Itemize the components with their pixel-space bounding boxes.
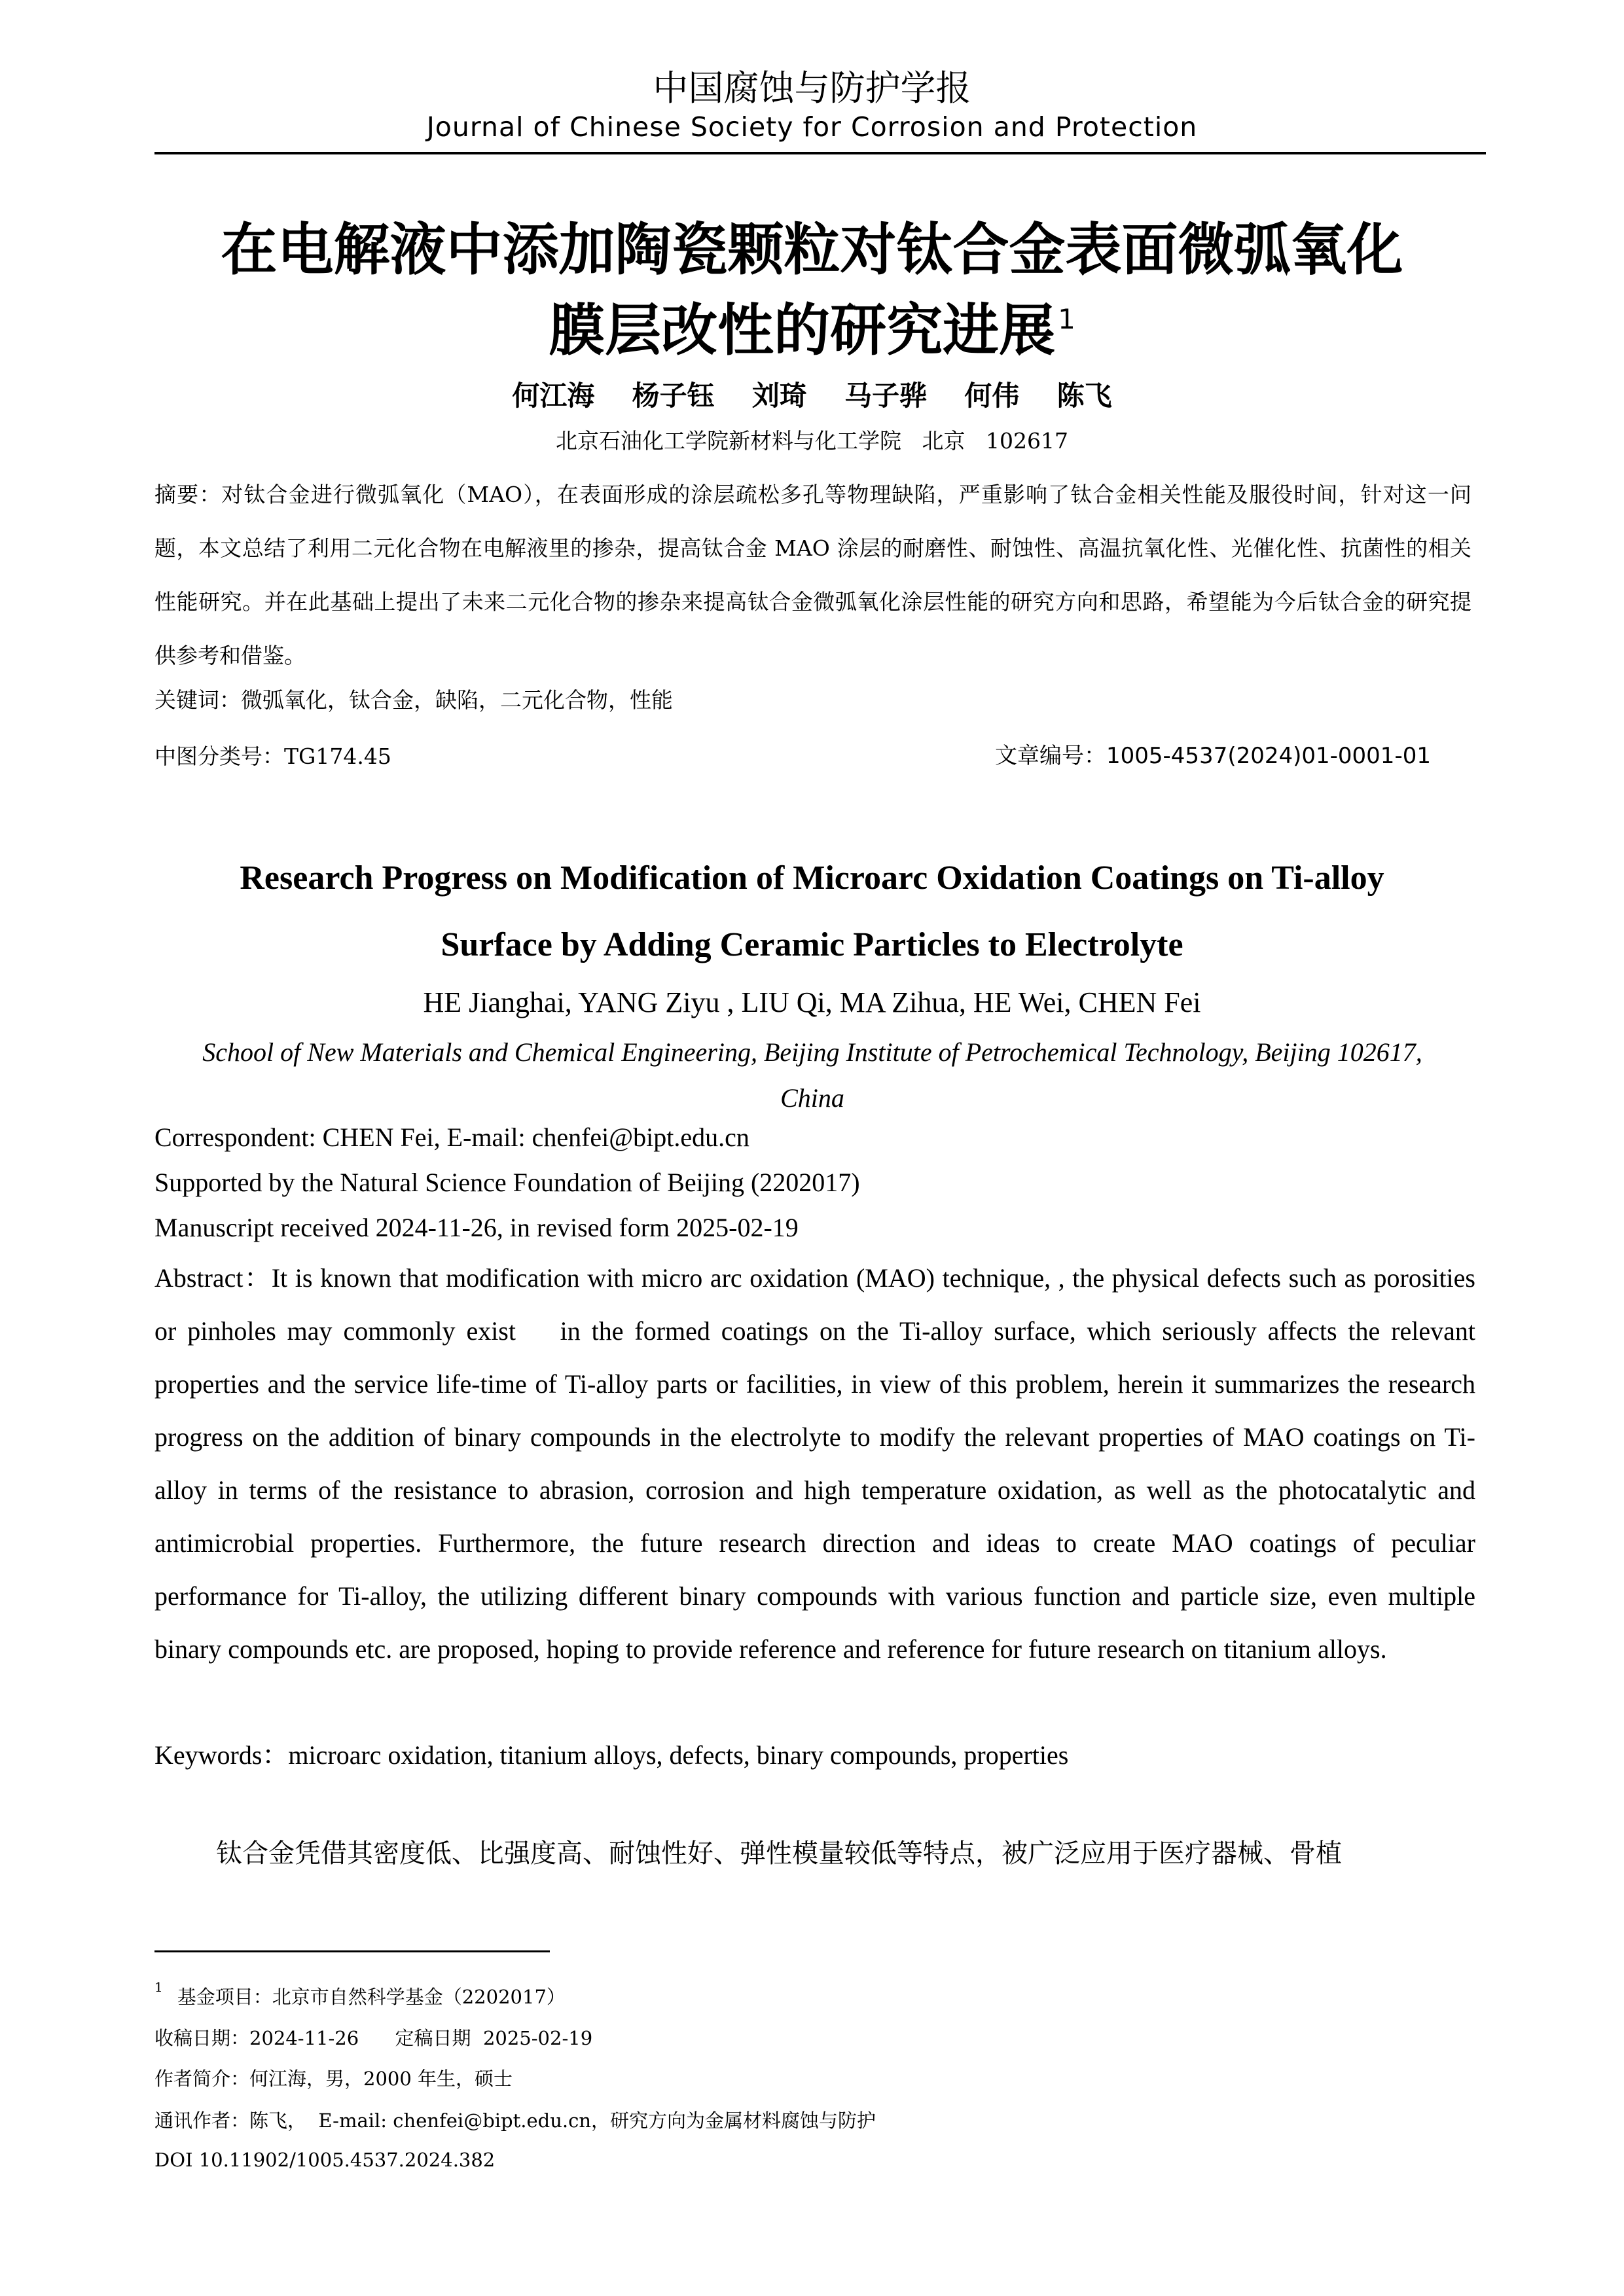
keywords-en: Keywords：microarc oxidation, titanium alloys, defects, binary compounds, properties [154, 1740, 1069, 1770]
journal-name-en: Journal of Chinese Society for Corrosion and Protection [426, 111, 1198, 143]
title-cn-line2 [0, 285, 1624, 366]
footnote-fund [154, 1979, 566, 2009]
authors-cn: 何江海 杨子钰 刘琦 马子骅 何伟 陈飞 [512, 380, 1112, 412]
funding-en: Supported by the Natural Science Foundation of Beijing (2202017) [154, 1168, 860, 1197]
footnote-correspondent: 通讯作者：陈飞， E-mail: chenfei@bipt.edu.cn，研究方向为金属材料腐蚀与防护 [154, 2109, 876, 2132]
footnote-doi: DOI 10.11902/1005.4537.2024.382 [154, 2149, 496, 2171]
correspondent-en: Correspondent: CHEN Fei, E-mail: chenfei@bipt.edu.cn [154, 1122, 749, 1152]
footnote-dates: 收稿日期：2024-11-26 定稿日期 2025-02-19 [154, 2027, 593, 2049]
footnote-author-bio: 作者简介：何江海，男，2000 年生，硕士 [154, 2068, 513, 2090]
header-divider [154, 152, 1486, 154]
manuscript-dates-en: Manuscript received 2024-11-26, in revised form 2025-02-19 [154, 1213, 799, 1242]
footnote-divider [154, 1950, 550, 1952]
title-en-line1: Research Progress on Modification of Microarc Oxidation Coatings on Ti-alloy [240, 859, 1384, 897]
abstract-en: Abstract：It is known that modification with micro arc oxidation (MAO) technique, , the physical defects such as porosities or pinholes may commonly exist in the formed coatings on the Ti-alloy surface, which seriously affects the relevant properties and the service life-time of Ti-alloy parts or facilities, in view of this problem, herein it summarizes the research progress on the addition of binary compounds in the electrolyte to modify the relevant properties of MAO coatings on Ti-alloy in terms of the resistance to abrasion, corrosion and high temperature oxidation, as well as the photocatalytic and antimicrobial properties. Furthermore, the future research direction and ideas to create MAO coatings of peculiar performance for Ti-alloy, the utilizing different binary compounds with various function and particle size, even multiple binary compounds etc. are proposed, hoping to provide reference and reference for future research on titanium alloys. [154, 1263, 1482, 1664]
footnote-mark: 1 [154, 1979, 163, 1995]
keywords-cn: 关键词：微弧氧化，钛合金，缺陷，二元化合物，性能 [154, 687, 673, 713]
title-en-line2: Surface by Adding Ceramic Particles to Electrolyte [441, 926, 1183, 963]
authors-en: HE Jianghai, YANG Ziyu , LIU Qi, MA Zihua, HE Wei, CHEN Fei [423, 986, 1201, 1018]
journal-name-cn: 中国腐蚀与防护学报 [653, 67, 971, 109]
classification-number: 中图分类号：TG174.45 [154, 744, 391, 769]
body-first-line: 钛合金凭借其密度低、比强度高、耐蚀性好、弹性模量较低等特点，被广泛应用于医疗器械、骨植 [216, 1839, 1342, 1869]
title-cn-line2-text: 膜层改性的研究进展 [549, 298, 1056, 363]
affiliation-cn: 北京石油化工学院新材料与化工学院 北京 102617 [556, 428, 1068, 454]
article-number: 文章编号：1005-4537(2024)01-0001-01 [995, 743, 1431, 769]
title-cn-line1: 在电解液中添加陶瓷颗粒对钛合金表面微弧氧化 [221, 217, 1403, 283]
affiliation-en: School of New Materials and Chemical Engineering, Beijing Institute of Petrochemical Technology, Beijing 102617, China [202, 1037, 1422, 1113]
title-footnote-mark: 1 [1058, 303, 1075, 335]
footnote-fund-text: 基金项目：北京市自然科学基金（2202017） [177, 1986, 566, 2008]
abstract-cn: 摘要：对钛合金进行微弧氧化（MAO），在表面形成的涂层疏松多孔等物理缺陷，严重影响了钛合金相关性能及服役时间，针对这一问题，本文总结了利用二元化合物在电解液里的掺杂，提高钛合金 MAO 涂层的耐磨性、耐蚀性、高温抗氧化性、光催化性、抗菌性的相关性能研究。并在此基础上提出了未来二元化合物的掺杂来提高钛合金微弧氧化涂层性能的研究方向和思路，希望能为今后钛合金的研究提供参考和借鉴。 [154, 482, 1471, 668]
